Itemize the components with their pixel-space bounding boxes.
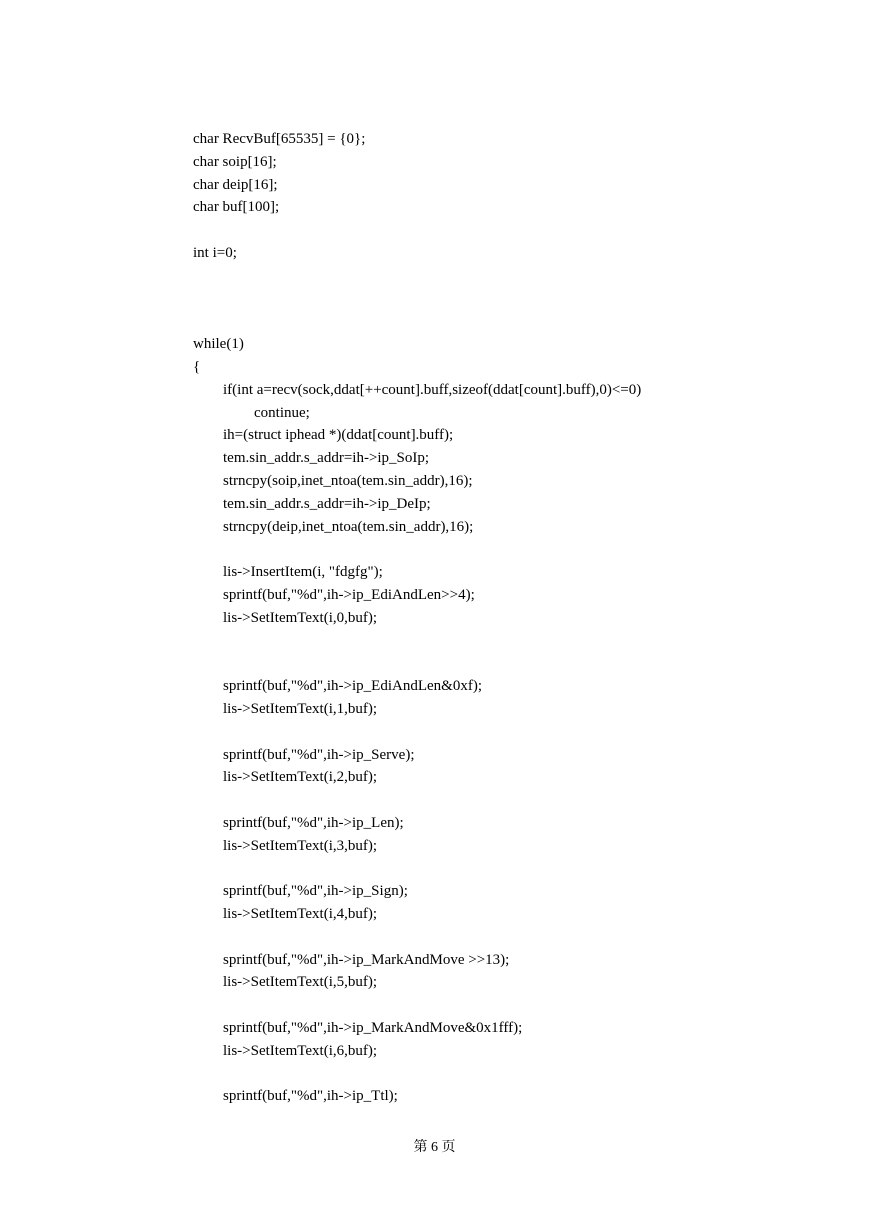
- blank-line: [193, 630, 833, 653]
- blank-line: [193, 789, 833, 812]
- code-line: sprintf(buf,"%d",ih->ip_Sign);: [223, 883, 408, 900]
- blank-line: [193, 219, 833, 242]
- code-line: strncpy(soip,inet_ntoa(tem.sin_addr),16);: [223, 472, 473, 489]
- code-line: lis->SetItemText(i,2,buf);: [223, 769, 378, 786]
- code-line: char soip[16];: [193, 153, 277, 170]
- code-line: continue;: [254, 404, 310, 421]
- code-line: char RecvBuf[65535] = {0};: [193, 131, 366, 147]
- code-line: lis->SetItemText(i,1,buf);: [223, 700, 378, 717]
- code-line: sprintf(buf,"%d",ih->ip_Serve);: [223, 746, 415, 763]
- code-line: tem.sin_addr.s_addr=ih->ip_DeIp;: [223, 495, 431, 512]
- code-line: sprintf(buf,"%d",ih->ip_Ttl);: [223, 1088, 398, 1105]
- blank-line: [193, 721, 833, 744]
- code-line: if(int a=recv(sock,ddat[++count].buff,sizeof(ddat[count].buff),0)<=0): [223, 381, 642, 398]
- code-line: lis->InsertItem(i, "fdgfg");: [223, 564, 383, 581]
- code-line: while(1): [193, 336, 244, 353]
- page-number-footer: 第 6 页: [413, 1140, 456, 1155]
- code-line: strncpy(deip,inet_ntoa(tem.sin_addr),16);: [223, 518, 474, 535]
- blank-line: [193, 1063, 833, 1086]
- code-line: tem.sin_addr.s_addr=ih->ip_SoIp;: [223, 450, 430, 467]
- code-line: sprintf(buf,"%d",ih->ip_MarkAndMove >>13);: [223, 951, 510, 968]
- code-line: sprintf(buf,"%d",ih->ip_EdiAndLen&0xf);: [223, 678, 482, 695]
- code-line: lis->SetItemText(i,4,buf);: [223, 906, 378, 923]
- blank-line: [193, 265, 833, 288]
- code-line: lis->SetItemText(i,3,buf);: [223, 837, 378, 854]
- code-block: [193, 128, 833, 1108]
- blank-line: [193, 994, 833, 1017]
- blank-line: [193, 926, 833, 949]
- code-line: sprintf(buf,"%d",ih->ip_Len);: [223, 814, 404, 831]
- code-line: ih=(struct iphead *)(ddat[count].buff);: [223, 427, 454, 444]
- code-line: char buf[100];: [193, 199, 280, 216]
- code-line: lis->SetItemText(i,0,buf);: [223, 609, 378, 626]
- blank-line: [193, 538, 833, 561]
- code-line: char deip[16];: [193, 176, 278, 193]
- code-line: {: [193, 358, 201, 375]
- code-line: lis->SetItemText(i,5,buf);: [223, 974, 378, 991]
- code-line: int i=0;: [193, 244, 237, 261]
- code-line: sprintf(buf,"%d",ih->ip_MarkAndMove&0x1fff);: [223, 1020, 523, 1037]
- blank-line: [193, 652, 833, 675]
- blank-line: [193, 858, 833, 881]
- code-line: lis->SetItemText(i,6,buf);: [223, 1042, 378, 1059]
- blank-line: [193, 288, 833, 311]
- blank-line: [193, 310, 833, 333]
- code-line: sprintf(buf,"%d",ih->ip_EdiAndLen>>4);: [223, 586, 475, 603]
